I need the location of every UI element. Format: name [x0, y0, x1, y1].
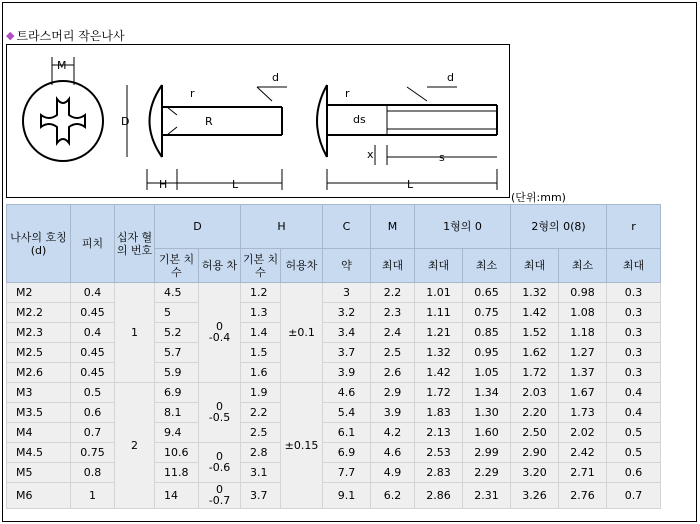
- header-D: D: [155, 205, 241, 249]
- cell-H-tolerance: ±0.15: [281, 383, 323, 509]
- label-H: H: [159, 178, 168, 191]
- cell-type2-min: 1.18: [559, 323, 607, 343]
- cell-M: 4.9: [371, 463, 415, 483]
- cell-C: 9.1: [323, 483, 371, 509]
- cell-type1-max: 1.72: [415, 383, 463, 403]
- tolerance-lower: -0.5: [208, 411, 231, 424]
- cell-type1-min: 0.75: [463, 303, 511, 323]
- cell-D-nominal: 5: [155, 303, 199, 323]
- cell-size: M2.2: [7, 303, 71, 323]
- cell-type2-max: 3.26: [511, 483, 559, 509]
- table-row: [7, 343, 661, 363]
- cell-r: 0.5: [607, 423, 661, 443]
- tolerance-lower: -0.7: [208, 494, 231, 507]
- cell-type1-max: 2.53: [415, 443, 463, 463]
- cell-type1-min: 0.85: [463, 323, 511, 343]
- cell-r: 0.3: [607, 283, 661, 303]
- label-D: D: [121, 115, 130, 128]
- cell-C: 6.1: [323, 423, 371, 443]
- cell-type1-min: 1.30: [463, 403, 511, 423]
- tolerance-stack: [209, 321, 230, 343]
- cell-type2-max: 3.20: [511, 463, 559, 483]
- cell-C: 3: [323, 283, 371, 303]
- cell-r: 0.3: [607, 363, 661, 383]
- cell-r: 0.3: [607, 323, 661, 343]
- label-x: x: [367, 148, 374, 161]
- header-pitch: 피치: [71, 205, 115, 283]
- cell-type2-max: 2.90: [511, 443, 559, 463]
- cell-C: 3.9: [323, 363, 371, 383]
- cell-type2-min: 1.73: [559, 403, 607, 423]
- cell-size: M2.6: [7, 363, 71, 383]
- cell-r: 0.4: [607, 383, 661, 403]
- cell-type2-min: 1.08: [559, 303, 607, 323]
- cell-C: 3.7: [323, 343, 371, 363]
- cell-type2-min: 0.98: [559, 283, 607, 303]
- cell-type1-min: 1.60: [463, 423, 511, 443]
- table-row: [7, 483, 661, 509]
- label-ds: ds: [353, 113, 366, 126]
- cell-r: 0.3: [607, 343, 661, 363]
- subheader-C: 약: [323, 249, 371, 283]
- head-top-circle: [23, 81, 103, 161]
- subheader-M: 최대: [371, 249, 415, 283]
- cell-type2-min: 2.76: [559, 483, 607, 509]
- cross-recess-icon: [41, 99, 85, 143]
- table-row: [7, 463, 661, 483]
- cell-type2-max: 2.50: [511, 423, 559, 443]
- cell-cross-no: 1: [115, 283, 155, 383]
- cell-M: 2.5: [371, 343, 415, 363]
- table-row: [7, 423, 661, 443]
- cell-H-nominal: 1.4: [241, 323, 281, 343]
- label-m: M: [57, 59, 67, 72]
- cell-C: 4.6: [323, 383, 371, 403]
- cell-M: 2.3: [371, 303, 415, 323]
- cell-pitch: 0.45: [71, 343, 115, 363]
- tolerance-lower: -0.4: [208, 331, 231, 344]
- cell-type1-max: 2.13: [415, 423, 463, 443]
- cell-H-nominal: 3.1: [241, 463, 281, 483]
- cell-M: 2.2: [371, 283, 415, 303]
- cell-D-nominal: 5.9: [155, 363, 199, 383]
- cell-size: M5: [7, 463, 71, 483]
- cell-size: M6: [7, 483, 71, 509]
- cell-size: M3.5: [7, 403, 71, 423]
- cell-H-nominal: 1.3: [241, 303, 281, 323]
- table-row: [7, 383, 661, 403]
- cell-r: 0.5: [607, 443, 661, 463]
- label-R: R: [205, 115, 213, 128]
- cell-D-nominal: 9.4: [155, 423, 199, 443]
- table-row: [7, 403, 661, 423]
- table-body: [7, 283, 661, 509]
- cell-pitch: 0.7: [71, 423, 115, 443]
- cell-H-nominal: 3.7: [241, 483, 281, 509]
- tolerance-upper: 0: [216, 483, 223, 496]
- cell-H-nominal: 2.5: [241, 423, 281, 443]
- header-H: H: [241, 205, 323, 249]
- cell-type2-max: 1.32: [511, 283, 559, 303]
- label-L2: L: [407, 178, 414, 191]
- header-cross-no: 십자 혈의 번호: [115, 205, 155, 283]
- cell-size: M3: [7, 383, 71, 403]
- cell-type1-max: 1.42: [415, 363, 463, 383]
- cell-type1-max: 2.86: [415, 483, 463, 509]
- cell-pitch: 0.45: [71, 303, 115, 323]
- cell-r: 0.3: [607, 303, 661, 323]
- tolerance-upper: 0: [216, 400, 223, 413]
- section-title-text: 트라스머리 작은나사: [16, 29, 125, 43]
- cell-pitch: 0.4: [71, 283, 115, 303]
- cell-H-nominal: 1.9: [241, 383, 281, 403]
- tolerance-stack: [209, 451, 230, 473]
- cell-D-nominal: 6.9: [155, 383, 199, 403]
- cell-type2-min: 2.42: [559, 443, 607, 463]
- subheader-D-nominal: 기본 치수: [155, 249, 199, 283]
- subheader-H-tolerance: 허용차: [281, 249, 323, 283]
- screw-drawing: [6, 44, 510, 198]
- screw-drawing-svg: [7, 45, 509, 197]
- cell-M: 2.9: [371, 383, 415, 403]
- cell-C: 5.4: [323, 403, 371, 423]
- cell-type2-min: 1.37: [559, 363, 607, 383]
- cell-H-nominal: 1.6: [241, 363, 281, 383]
- cell-D-nominal: 4.5: [155, 283, 199, 303]
- cell-pitch: 0.4: [71, 323, 115, 343]
- cell-D-nominal: 14: [155, 483, 199, 509]
- cell-type1-max: 1.11: [415, 303, 463, 323]
- cell-H-tolerance: ±0.1: [281, 283, 323, 383]
- cell-C: 3.4: [323, 323, 371, 343]
- cell-type2-max: 1.62: [511, 343, 559, 363]
- cell-H-nominal: 2.2: [241, 403, 281, 423]
- cell-type1-min: 0.95: [463, 343, 511, 363]
- label-L1: L: [232, 178, 239, 191]
- cell-type2-max: 2.03: [511, 383, 559, 403]
- table-row: [7, 303, 661, 323]
- cell-size: M4.5: [7, 443, 71, 463]
- header-r: r: [607, 205, 661, 249]
- cell-size: M2.5: [7, 343, 71, 363]
- cell-D-tolerance: [199, 283, 241, 383]
- subheader-type2-max: 최대: [511, 249, 559, 283]
- cell-C: 7.7: [323, 463, 371, 483]
- subheader-type2-min: 최소: [559, 249, 607, 283]
- cell-D-nominal: 5.7: [155, 343, 199, 363]
- subheader-type1-max: 최대: [415, 249, 463, 283]
- cell-type1-max: 1.01: [415, 283, 463, 303]
- cell-type1-min: 2.99: [463, 443, 511, 463]
- cell-M: 2.4: [371, 323, 415, 343]
- cell-pitch: 0.75: [71, 443, 115, 463]
- cell-M: 4.2: [371, 423, 415, 443]
- cell-type1-min: 2.29: [463, 463, 511, 483]
- screw-spec-table: [6, 204, 661, 509]
- cell-D-nominal: 10.6: [155, 443, 199, 463]
- cell-M: 4.6: [371, 443, 415, 463]
- cell-size: M2.3: [7, 323, 71, 343]
- cell-type1-max: 1.32: [415, 343, 463, 363]
- cell-pitch: 0.5: [71, 383, 115, 403]
- label-r2: r: [345, 87, 350, 100]
- label-s: s: [439, 151, 445, 164]
- cell-D-tolerance: [199, 483, 241, 509]
- label-d1: d: [272, 71, 279, 84]
- unit-note: (단위:mm): [511, 191, 566, 204]
- cell-D-tolerance: [199, 383, 241, 443]
- tolerance-stack: [209, 401, 230, 423]
- cell-type1-min: 1.05: [463, 363, 511, 383]
- table-row: [7, 363, 661, 383]
- header-C: C: [323, 205, 371, 249]
- cell-C: 6.9: [323, 443, 371, 463]
- cell-type2-min: 1.27: [559, 343, 607, 363]
- cell-pitch: 0.45: [71, 363, 115, 383]
- label-d2: d: [447, 71, 454, 84]
- cell-type2-max: 1.52: [511, 323, 559, 343]
- header-M: M: [371, 205, 415, 249]
- subheader-r: 최대: [607, 249, 661, 283]
- cell-type1-min: 1.34: [463, 383, 511, 403]
- diamond-bullet-icon: ◆: [6, 29, 15, 42]
- cell-H-nominal: 2.8: [241, 443, 281, 463]
- cell-type1-min: 0.65: [463, 283, 511, 303]
- cell-size: M4: [7, 423, 71, 443]
- header-type1: 1형의 0: [415, 205, 511, 249]
- cell-D-tolerance: [199, 443, 241, 483]
- cell-r: 0.7: [607, 483, 661, 509]
- label-r1: r: [190, 87, 195, 100]
- table-row: [7, 283, 661, 303]
- cell-size: M2: [7, 283, 71, 303]
- tolerance-upper: 0: [216, 450, 223, 463]
- header-type2: 2형의 0(8): [511, 205, 607, 249]
- tolerance-lower: -0.6: [208, 461, 231, 474]
- subheader-D-tolerance: 허용 차: [199, 249, 241, 283]
- subheader-type1-min: 최소: [463, 249, 511, 283]
- cell-pitch: 1: [71, 483, 115, 509]
- cell-M: 6.2: [371, 483, 415, 509]
- cell-M: 3.9: [371, 403, 415, 423]
- cell-type1-max: 2.83: [415, 463, 463, 483]
- cell-type1-max: 1.83: [415, 403, 463, 423]
- cell-M: 2.6: [371, 363, 415, 383]
- cell-type1-max: 1.21: [415, 323, 463, 343]
- cell-type2-max: 2.20: [511, 403, 559, 423]
- cell-pitch: 0.8: [71, 463, 115, 483]
- cell-D-nominal: 8.1: [155, 403, 199, 423]
- cell-D-nominal: 11.8: [155, 463, 199, 483]
- cell-type1-min: 2.31: [463, 483, 511, 509]
- cell-pitch: 0.6: [71, 403, 115, 423]
- tolerance-stack: [209, 484, 230, 506]
- section-title: [6, 27, 125, 44]
- tolerance-upper: 0: [216, 320, 223, 333]
- header-size: 나사의 호칭 (d): [7, 205, 71, 283]
- table-row: [7, 323, 661, 343]
- cell-type2-max: 1.72: [511, 363, 559, 383]
- table-row: [7, 443, 661, 463]
- cell-type2-min: 2.02: [559, 423, 607, 443]
- cell-H-nominal: 1.2: [241, 283, 281, 303]
- cell-type2-min: 2.71: [559, 463, 607, 483]
- cell-H-nominal: 1.5: [241, 343, 281, 363]
- cell-type2-max: 1.42: [511, 303, 559, 323]
- cell-D-nominal: 5.2: [155, 323, 199, 343]
- cell-type2-min: 1.67: [559, 383, 607, 403]
- cell-r: 0.4: [607, 403, 661, 423]
- subheader-H-nominal: 기본 치수: [241, 249, 281, 283]
- cell-C: 3.2: [323, 303, 371, 323]
- cell-r: 0.6: [607, 463, 661, 483]
- cell-cross-no: 2: [115, 383, 155, 509]
